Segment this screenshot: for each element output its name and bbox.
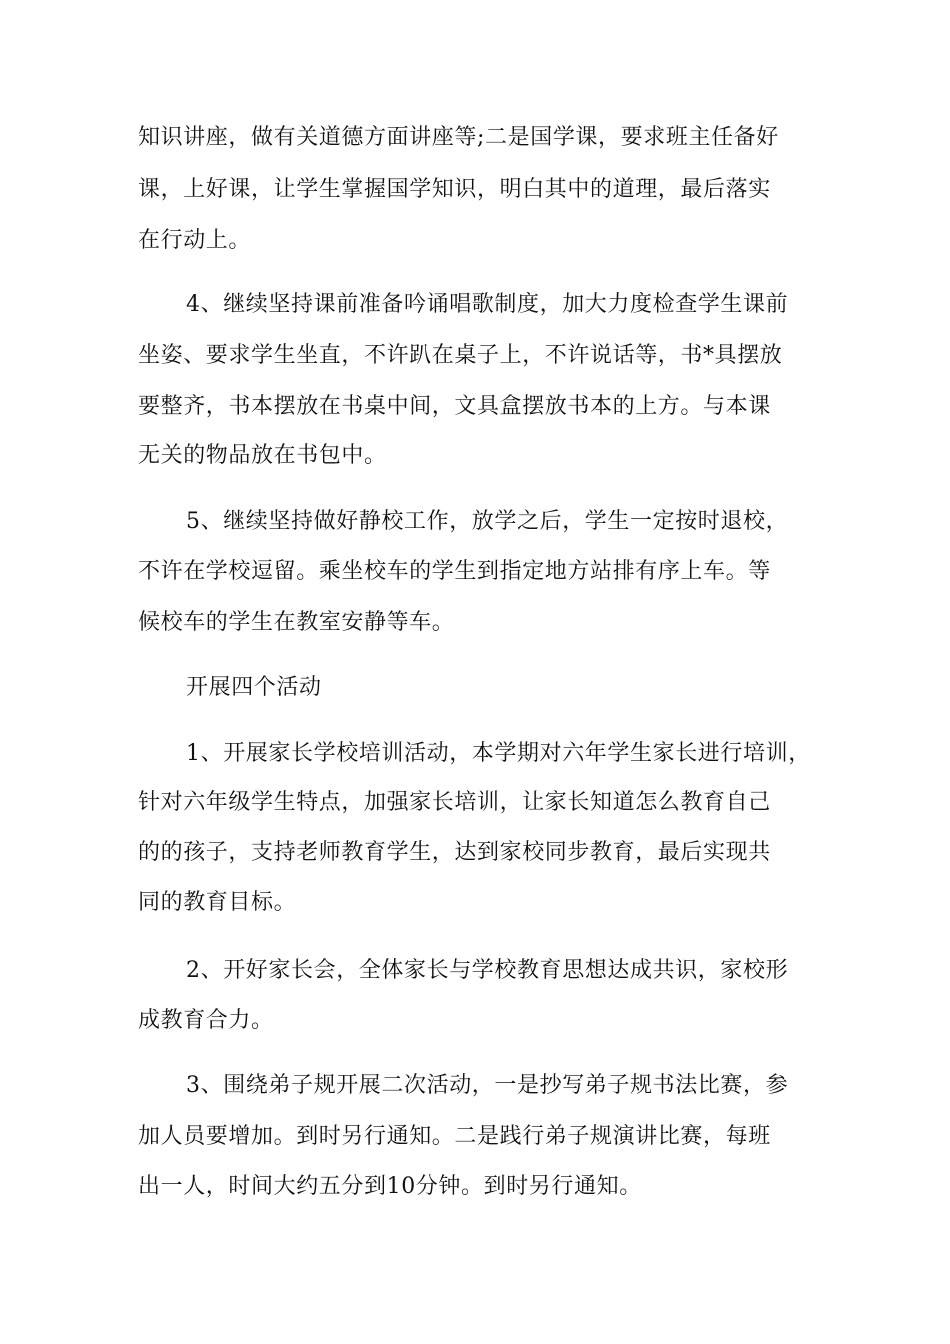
paragraph-line: 不许在学校逗留。乘坐校车的学生到指定地方站排有序上车。等 <box>138 559 771 584</box>
paragraph-line: 课，上好课，让学生掌握国学知识，明白其中的道理，最后落实 <box>138 177 771 202</box>
paragraph-line: 成教育合力。 <box>138 1008 274 1033</box>
paragraph-line: 4、继续坚持课前准备吟诵唱歌制度，加大力度检查学生课前 <box>186 292 789 317</box>
paragraph-line: 坐姿、要求学生坐直，不许趴在桌子上，不许说话等，书*具摆放 <box>138 343 783 368</box>
paragraph-line: 知识讲座，做有关道德方面讲座等;二是国学课，要求班主任备好 <box>138 125 779 150</box>
paragraph-line: 要整齐，书本摆放在书桌中间，文具盒摆放书本的上方。与本课 <box>138 394 771 419</box>
paragraph-line: 同的教育目标。 <box>138 890 297 915</box>
paragraph-line: 2、开好家长会，全体家长与学校教育思想达成共识，家校形 <box>186 958 789 983</box>
section-heading: 开展四个活动 <box>186 675 322 700</box>
paragraph-line: 在行动上。 <box>138 228 252 253</box>
paragraph-line: 3、围绕弟子规开展二次活动，一是抄写弟子规书法比赛，参 <box>186 1073 789 1098</box>
paragraph-line: 候校车的学生在教室安静等车。 <box>138 610 455 635</box>
paragraph-line: 5、继续坚持做好静校工作，放学之后，学生一定按时退校， <box>186 509 789 534</box>
paragraph-line: 针对六年级学生特点，加强家长培训，让家长知道怎么教育自己 <box>138 790 771 815</box>
paragraph-line: 1、开展家长学校培训活动，本学期对六年学生家长进行培训， <box>186 741 811 766</box>
paragraph-line: 出一人，时间大约五分到10分钟。到时另行通知。 <box>138 1174 642 1199</box>
paragraph-line: 的的孩子，支持老师教育学生，达到家校同步教育，最后实现共 <box>138 840 771 865</box>
paragraph-line: 无关的物品放在书包中。 <box>138 443 387 468</box>
paragraph-line: 加人员要增加。到时另行通知。二是践行弟子规演讲比赛，每班 <box>138 1124 771 1149</box>
